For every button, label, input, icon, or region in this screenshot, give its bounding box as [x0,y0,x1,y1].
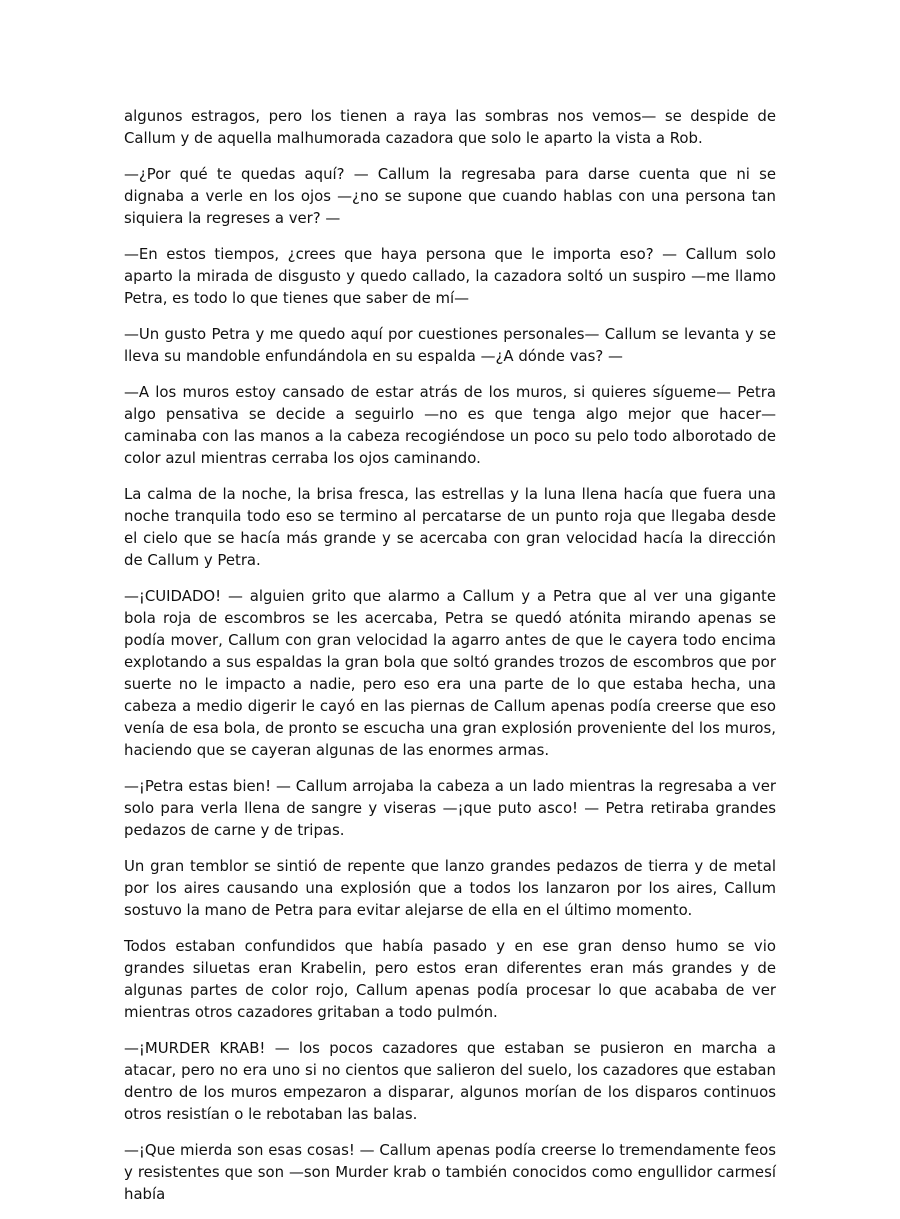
paragraph: —¡Que mierda son esas cosas! — Callum apenas podía creerse lo tremendamente feos y resistentes que son —son Murder krab o también conocidos como engullidor carmesí había [124,1141,776,1203]
paragraph: —¡CUIDADO! — alguien grito que alarmo a Callum y a Petra que al ver una gigante bola roja de escombros se les acercaba, Petra se quedó atónita mirando apenas se podía mover, Callum con gran velocidad la agarro antes de que le cayera todo encima explotando a sus espaldas la gran bola que soltó grandes trozos de escombros que por suerte no le impacto a nadie, pero eso era una parte de lo que estaba hecha, una cabeza a medio digerir le cayó en las piernas de Callum apenas podía creerse que eso venía de esa bola, de pronto se escucha una gran explosión proveniente del los muros, haciendo que se cayeran algunas de las enormes armas. [124,587,776,759]
paragraph: algunos estragos, pero los tienen a raya las sombras nos vemos— se despide de Callum y de aquella malhumorada cazadora que solo le aparto la vista a Rob. [124,107,776,147]
paragraph: —Un gusto Petra y me quedo aquí por cuestiones personales— Callum se levanta y se lleva su mandoble enfundándola en su espalda —¿A dónde vas? — [124,325,776,365]
paragraph: Todos estaban confundidos que había pasado y en ese gran denso humo se vio grandes siluetas eran Krabelin, pero estos eran diferentes eran más grandes y de algunas partes de color rojo, Callum apenas podía procesar lo que acababa de ver mientras otros cazadores gritaban a todo pulmón. [124,937,776,1021]
document-page [124,105,776,1219]
paragraph: Un gran temblor se sintió de repente que lanzo grandes pedazos de tierra y de metal por los aires causando una explosión que a todos los lanzaron por los aires, Callum sostuvo la mano de Petra para evitar alejarse de ella en el último momento. [124,857,776,919]
paragraph: La calma de la noche, la brisa fresca, las estrellas y la luna llena hacía que fuera una noche tranquila todo eso se termino al percatarse de un punto roja que llegaba desde el cielo que se hacía más grande y se acercaba con gran velocidad hacía la dirección de Callum y Petra. [124,485,776,569]
paragraph: —En estos tiempos, ¿crees que haya persona que le importa eso? — Callum solo aparto la mirada de disgusto y quedo callado, la cazadora soltó un suspiro —me llamo Petra, es todo lo que tienes que saber de mí— [124,245,776,307]
paragraph: —¡MURDER KRAB! — los pocos cazadores que estaban se pusieron en marcha a atacar, pero no era uno si no cientos que salieron del suelo, los cazadores que estaban dentro de los muros empezaron a disparar, algunos morían de los disparos continuos otros resistían o le rebotaban las balas. [124,1039,776,1123]
paragraph: —¡Petra estas bien! — Callum arrojaba la cabeza a un lado mientras la regresaba a ver solo para verla llena de sangre y viseras —¡que puto asco! — Petra retiraba grandes pedazos de carne y de tripas. [124,777,776,839]
paragraph: —¿Por qué te quedas aquí? — Callum la regresaba para darse cuenta que ni se dignaba a verle en los ojos —¿no se supone que cuando hablas con una persona tan siquiera la regreses a ver? — [124,165,776,227]
paragraph: —A los muros estoy cansado de estar atrás de los muros, si quieres sígueme— Petra algo pensativa se decide a seguirlo —no es que tenga algo mejor que hacer— caminaba con las manos a la cabeza recogiéndose un poco su pelo todo alborotado de color azul mientras cerraba los ojos caminando. [124,383,776,467]
